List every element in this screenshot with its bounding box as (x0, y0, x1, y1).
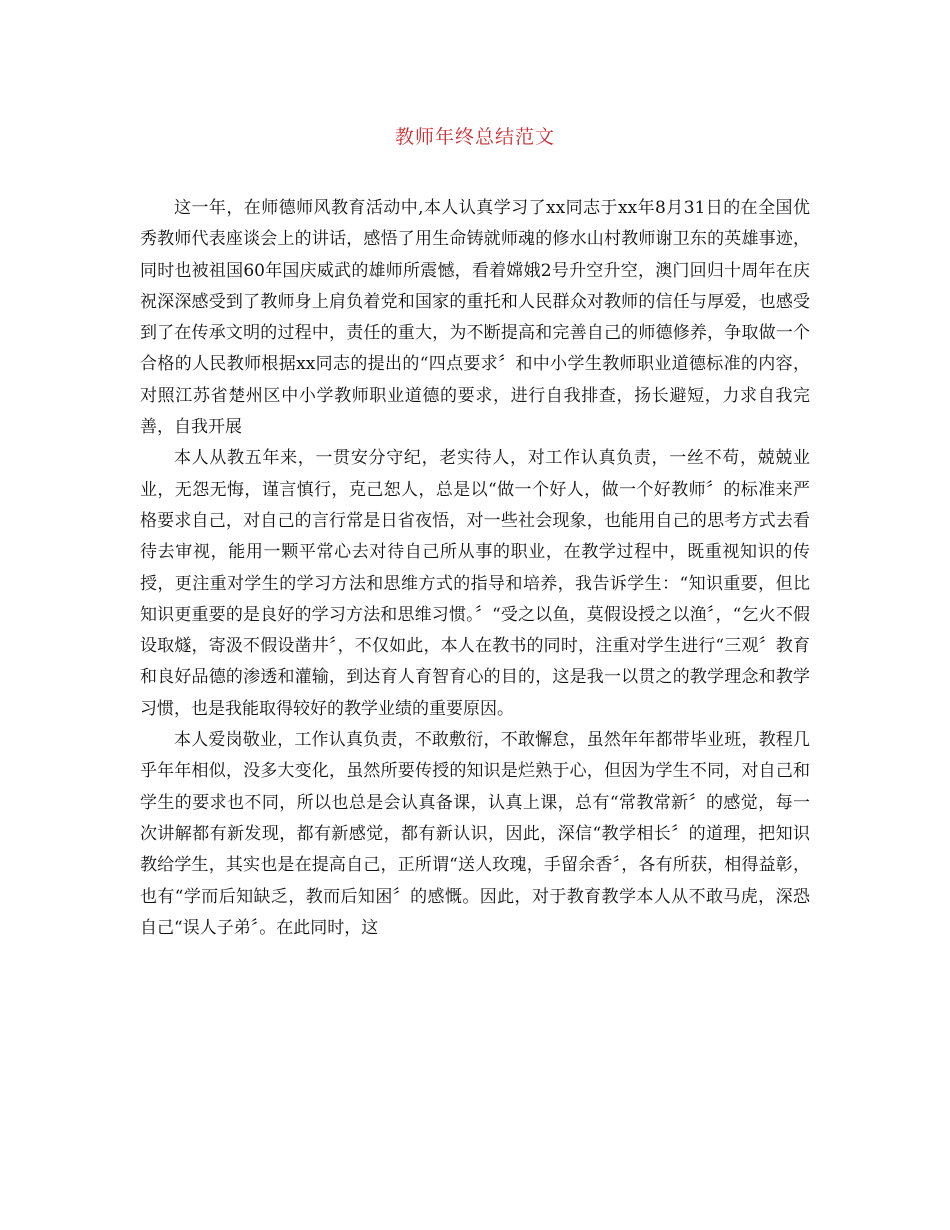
document-body (140, 193, 810, 944)
paragraph-1: 这一年，在师德师风教育活动中,本人认真学习了xx同志于xx年8月31日的在全国优秀教师代表座谈会上的讲话，感悟了用生命铸就师魂的修水山村教师谢卫东的英雄事迹，同时也被祖国60年国庆威武的雄师所震憾，看着嫦娥2号升空升空，澳门回归十周年在庆祝深深感受到了教师身上肩负着党和国家的重托和人民群众对教师的信任与厚爱，也感受到了在传承文明的过程中，责任的重大，为不断提高和完善自己的师德修养，争取做一个合格的人民教师根据xx同志的提出的“四点要求〞和中小学生教师职业道德标准的内容，对照江苏省楚州区中小学教师职业道德的要求，进行自我排查，扬长避短，力求自我完善，自我开展 (140, 198, 810, 438)
paragraph-3: 本人爱岗敬业，工作认真负责，不敢敷衍，不敢懈怠，虽然年年都带毕业班，教程几乎年年相似，没多大变化，虽然所要传授的知识是烂熟于心，但因为学生不同，对自己和学生的要求也不同，所以也总是会认真备课，认真上课，总有“常教常新〞的感觉，每一次讲解都有新发现，都有新感觉，都有新认识，因此，深信“教学相长〞的道理，把知识教给学生，其实也是在提高自己，正所谓“送人玫瑰，手留余香〞，各有所获，相得益彰，也有“学而后知缺乏，教而后知困〞的感慨。因此，对于教育教学本人从不敢马虎，深恐自己“误人子弟〞。在此同时，这 (140, 730, 810, 938)
paragraph-2: 本人从教五年来，一贯安分守纪，老实待人，对工作认真负责，一丝不苟，兢兢业业，无怨无悔，谨言慎行，克己恕人，总是以“做一个好人，做一个好教师〞的标准来严格要求自己，对自己的言行常是日省夜悟，对一些社会现象，也能用自己的思考方式去看待去审视，能用一颗平常心去对待自己所从事的职业，在教学过程中，既重视知识的传授，更注重对学生的学习方法和思维方式的指导和培养，我告诉学生：“知识重要，但比知识更重要的是良好的学习方法和思维习惯。〞“受之以鱼，莫假设授之以渔〞，“乞火不假设取燧，寄汲不假设凿井〞，不仅如此，本人在教书的同时，注重对学生进行“三观〞教育和良好品德的渗透和灌输，到达育人育智育心的目的，这是我一以贯之的教学理念和教学习惯，也是我能取得较好的教学业绩的重要原因。 (140, 448, 810, 719)
document-title: 教师年终总结范文 (394, 126, 555, 148)
